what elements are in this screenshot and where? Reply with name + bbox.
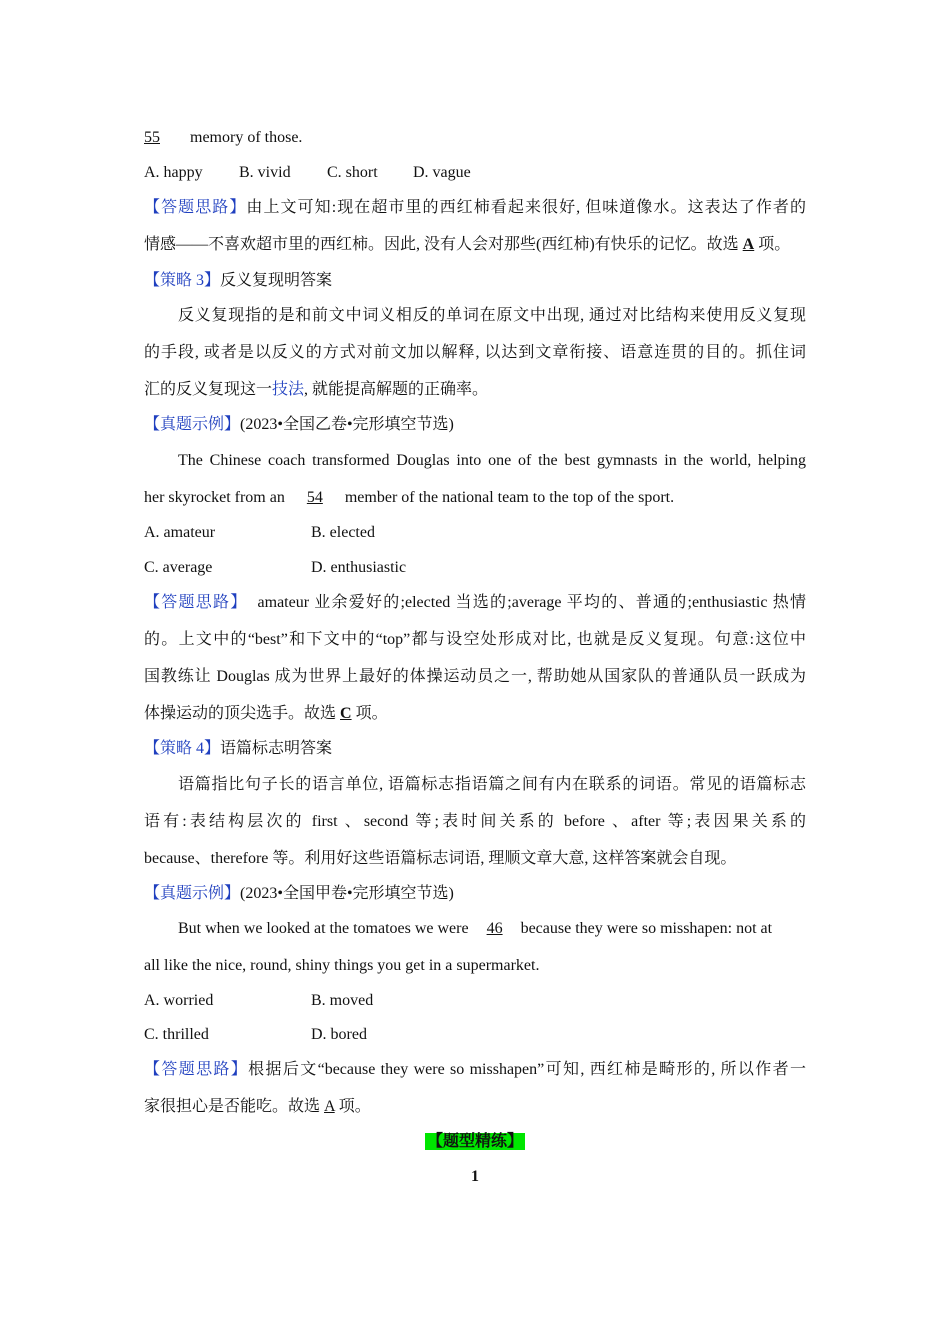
answer-letter: C (340, 705, 352, 722)
analysis-text: 项。 (334, 1098, 371, 1115)
technique-link[interactable]: 技法 (272, 381, 305, 398)
example-source: (2023•全国乙卷•完形填空节选) (240, 416, 454, 433)
section-heading-label: 【题型精练】 (426, 1133, 523, 1150)
analysis-text: 体操运动的顶尖选手。故选 (144, 705, 341, 722)
example-text: because they were so misshapen: not at (520, 920, 773, 937)
question-text: memory of those. (190, 129, 303, 146)
example-2-line-2: all like the nice, round, shiny things you get in a supermarket. (144, 957, 540, 974)
example-2-heading (144, 883, 454, 905)
paragraph-text: , 就能提高解题的正确率。 (304, 381, 489, 398)
answer-letter: A (324, 1098, 335, 1115)
question-55-options (144, 162, 471, 184)
analysis-3-line-2 (144, 1096, 371, 1118)
section-heading (0, 1131, 950, 1153)
question-55-stem (144, 127, 302, 149)
analysis-text: 情感——不喜欢超市里的西红柿。因此, 没有人会对那些(西红柿)有快乐的记忆。故选 (144, 236, 743, 253)
example-source: (2023•全国甲卷•完形填空节选) (240, 885, 454, 902)
strategy-4-para-line-2: 语有:表结构层次的 first 、second 等;表时间关系的 before 、after 等;表因果关系的 (144, 813, 806, 830)
strategy-title: 反义复现明答案 (220, 272, 333, 289)
strategy-3-para-line-3 (144, 379, 488, 401)
example-1-line-1: The Chinese coach transformed Douglas into one of the best gymnasts in the world, helping (178, 452, 806, 469)
strategy-tag: 【策略 4】 (144, 740, 221, 757)
strategy-4-para-line-3: because、therefore 等。利用好这些语篇标志词语, 理顺文章大意, 这样答案就会自现。 (144, 850, 737, 867)
analysis-3-line-1 (144, 1059, 806, 1081)
blank-54: 54 (306, 489, 323, 506)
example-tag: 【真题示例】 (144, 885, 241, 902)
answer-letter: A (742, 236, 755, 253)
analysis-tag: 【答题思路】 (144, 199, 247, 216)
strategy-title: 语篇标志明答案 (220, 740, 333, 757)
analysis-2-line-3: 国教练让 Douglas 成为世界上最好的体操运动员之一, 帮助她从国家队的普通队员一跃成为 (144, 668, 806, 685)
option-b: B. moved (311, 992, 374, 1009)
strategy-tag: 【策略 3】 (144, 272, 221, 289)
option-d: D. vague (413, 164, 471, 181)
analysis-2-line-1 (144, 592, 806, 614)
option-c: C. short (327, 164, 378, 181)
example-tag: 【真题示例】 (144, 416, 241, 433)
example-text: member of the national team to the top of the sport. (340, 489, 675, 506)
example-1-options-row-2 (144, 557, 406, 579)
example-text: her skyrocket from an (144, 489, 289, 506)
option-b: B. vivid (239, 164, 291, 181)
analysis-text: 家很担心是否能吃。故选 (144, 1098, 325, 1115)
blank-55: 55 (144, 129, 160, 146)
analysis-text: 项。 (754, 236, 791, 253)
analysis-tag: 【答题思路】 (144, 1061, 249, 1078)
page-number: 1 (471, 1168, 479, 1185)
strategy-3-para-line-2: 的手段, 或者是以反义的方式对前文加以解释, 以达到文章衔接、语意连贯的目的。抓住词 (144, 344, 806, 361)
example-1-options-row-1 (144, 522, 375, 544)
example-1-line-2 (144, 487, 674, 509)
analysis-text: 项。 (351, 705, 388, 722)
analysis-2-line-4 (144, 703, 388, 725)
blank-46: 46 (486, 920, 503, 937)
option-a: A. amateur (144, 524, 216, 541)
example-2-options-row-1 (144, 990, 373, 1012)
paragraph-text: 汇的反义复现这一 (144, 381, 273, 398)
example-1-heading (144, 414, 454, 436)
analysis-tag: 【答题思路】 (144, 594, 248, 611)
option-a: A. happy (144, 164, 203, 181)
strategy-3-heading (144, 270, 332, 292)
example-2-line-1 (178, 918, 772, 940)
example-2-options-row-2 (144, 1024, 367, 1046)
strategy-4-para-line-1: 语篇指比句子长的语言单位, 语篇标志指语篇之间有内在联系的词语。常见的语篇标志 (178, 776, 806, 793)
option-d: D. bored (311, 1026, 367, 1043)
analysis-text: amateur 业余爱好的;elected 当选的;average 平均的、普通的;enthusiastic 热情 (257, 594, 806, 611)
strategy-3-para-line-1: 反义复现指的是和前文中词义相反的单词在原文中出现, 通过对比结构来使用反义复现 (178, 307, 806, 324)
analysis-text: 由上文可知:现在超市里的西红柿看起来很好, 但味道像水。这表达了作者的 (246, 199, 806, 216)
analysis-1-line-1 (144, 197, 806, 219)
option-a: A. worried (144, 992, 214, 1009)
example-text: But when we looked at the tomatoes we were (178, 920, 469, 937)
strategy-4-heading (144, 738, 332, 760)
option-d: D. enthusiastic (311, 559, 407, 576)
option-b: B. elected (311, 524, 375, 541)
analysis-text: 根据后文“because they were so misshapen”可知, 西红柿是畸形的, 所以作者一 (248, 1061, 806, 1078)
analysis-1-line-2 (144, 234, 790, 256)
option-c: C. average (144, 559, 213, 576)
analysis-2-line-2: 的。上文中的“best”和下文中的“top”都与设空处形成对比, 也就是反义复现。句意:这位中 (144, 631, 806, 648)
option-c: C. thrilled (144, 1026, 209, 1043)
